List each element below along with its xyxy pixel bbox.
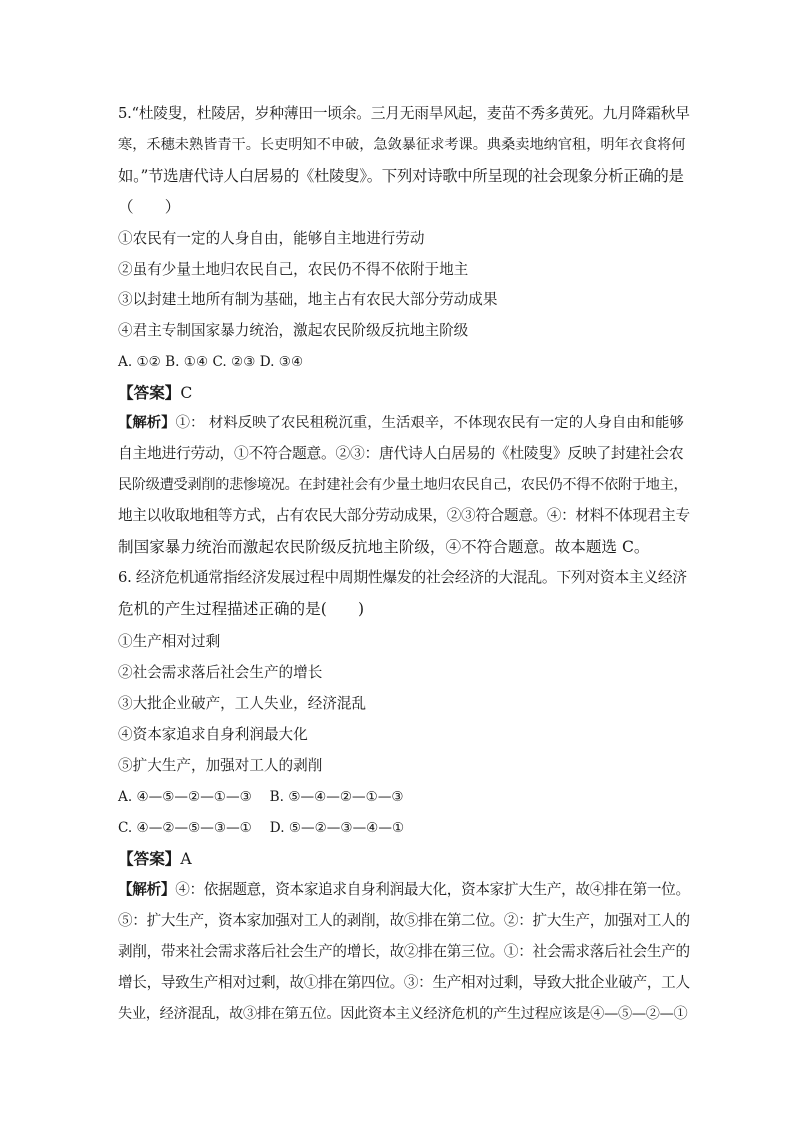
q5-statement-2: ②虽有少量土地归农民自己，农民仍不得不依附于地主 bbox=[118, 261, 469, 278]
q5-options: A. ①② B. ①④ C. ②③ D. ③④ bbox=[118, 354, 304, 370]
q5-stem-line-4: （ ） bbox=[118, 198, 181, 216]
q5-answer-value: C bbox=[180, 384, 193, 402]
q6-options-line-1: A. ④—⑤—②—①—③ B. ⑤—④—②—①—③ bbox=[118, 789, 404, 805]
q6-stem-line-1: 6. 经济危机通常指经济发展过程中周期性爆发的社会经济的大混乱。下列对资本主义经济 bbox=[118, 569, 687, 586]
q5-stem-line-3: 如。”节选唐代诗人白居易的《杜陵叟》。下列对诗歌中所呈现的社会现象分析正确的是 bbox=[118, 167, 684, 185]
q5-analysis-line-3: 民阶级遭受剥削的悲惨境况。在封建社会有少量土地归农民自己，农民仍不得不依附于地主， bbox=[118, 477, 688, 493]
q5-analysis-label: 【解析】 bbox=[118, 414, 176, 431]
q5-analysis-line-4: 地主以收取地租等方式，占有农民大部分劳动成果，②③符合题意。④：材料不体现君主专 bbox=[118, 507, 690, 524]
q6-statement-1: ①生产相对过剩 bbox=[118, 633, 221, 650]
q5-statement-4: ④君主专制国家暴力统治，激起农民阶级反抗地主阶级 bbox=[118, 322, 469, 339]
q5-stem-line-1: 5.“杜陵叟，杜陵居，岁种薄田一顷余。三月无雨旱风起，麦苗不秀多黄死。九月降霜秋早 bbox=[118, 105, 690, 122]
q6-statement-5: ⑤扩大生产，加强对工人的剥削 bbox=[118, 757, 323, 774]
q6-answer bbox=[118, 849, 690, 869]
q6-answer-label: 【答案】 bbox=[118, 849, 181, 868]
q5-statement-1: ①农民有一定的人身自由，能够自主地进行劳动 bbox=[118, 230, 425, 247]
q5-answer bbox=[118, 383, 690, 403]
q6-statement-2: ②社会需求落后社会生产的增长 bbox=[118, 664, 323, 681]
q6-statement-4: ④资本家追求自身利润最大化 bbox=[118, 726, 308, 743]
q5-stem-line-2: 寒，禾穗未熟皆青干。长吏明知不申破，急敛暴征求考课。典桑卖地纳官租，明年衣食将何 bbox=[118, 137, 686, 153]
q6-stem-line-2: 危机的产生过程描述正确的是( ) bbox=[118, 600, 365, 618]
q6-analysis-line-2: ⑤：扩大生产，资本家加强对工人的剥削，故⑤排在第二位。②：扩大生产，加强对工人的 bbox=[118, 912, 690, 929]
q6-analysis-line-3: 剥削，带来社会需求落后社会生产的增长，故②排在第三位。①：社会需求落后社会生产的 bbox=[118, 943, 690, 960]
q5-answer-label: 【答案】 bbox=[118, 383, 181, 402]
q6-analysis-label: 【解析】 bbox=[118, 881, 176, 898]
q6-analysis-line-4: 增长，导致生产相对过剩，故①排在第四位。③：生产相对过剩，导致大批企业破产，工人 bbox=[118, 974, 690, 991]
q6-options-line-2: C. ④—②—⑤—③—① D. ⑤—②—③—④—① bbox=[118, 820, 405, 836]
q6-statement-3: ③大批企业破产，工人失业，经济混乱 bbox=[118, 695, 367, 712]
q5-statement-3: ③以封建土地所有制为基础，地主占有农民大部分劳动成果 bbox=[118, 291, 498, 308]
q6-analysis-text-1: ④：依据题意，资本家追求自身利润最大化，资本家扩大生产，故④排在第一位。 bbox=[175, 881, 690, 898]
q5-analysis-line-2: 自主地进行劳动，①不符合题意。②③：唐代诗人白居易的《杜陵叟》反映了封建社会农 bbox=[118, 445, 684, 462]
q6-analysis-line-5: 失业，经济混乱，故③排在第五位。因此资本主义经济危机的产生过程应该是④—⑤—②—① bbox=[118, 1006, 688, 1022]
q6-answer-value: A bbox=[180, 850, 192, 868]
q6-analysis-line-1 bbox=[118, 880, 690, 900]
q5-analysis-text-1: ①： 材料反映了农民租税沉重，生活艰辛，不体现农民有一定的人身自由和能够 bbox=[175, 415, 684, 431]
q5-analysis-line-5: 制国家暴力统治而激起农民阶级反抗地主阶级，④不符合题意。故本题选 C。 bbox=[118, 538, 650, 556]
q5-analysis-line-1 bbox=[118, 413, 690, 433]
